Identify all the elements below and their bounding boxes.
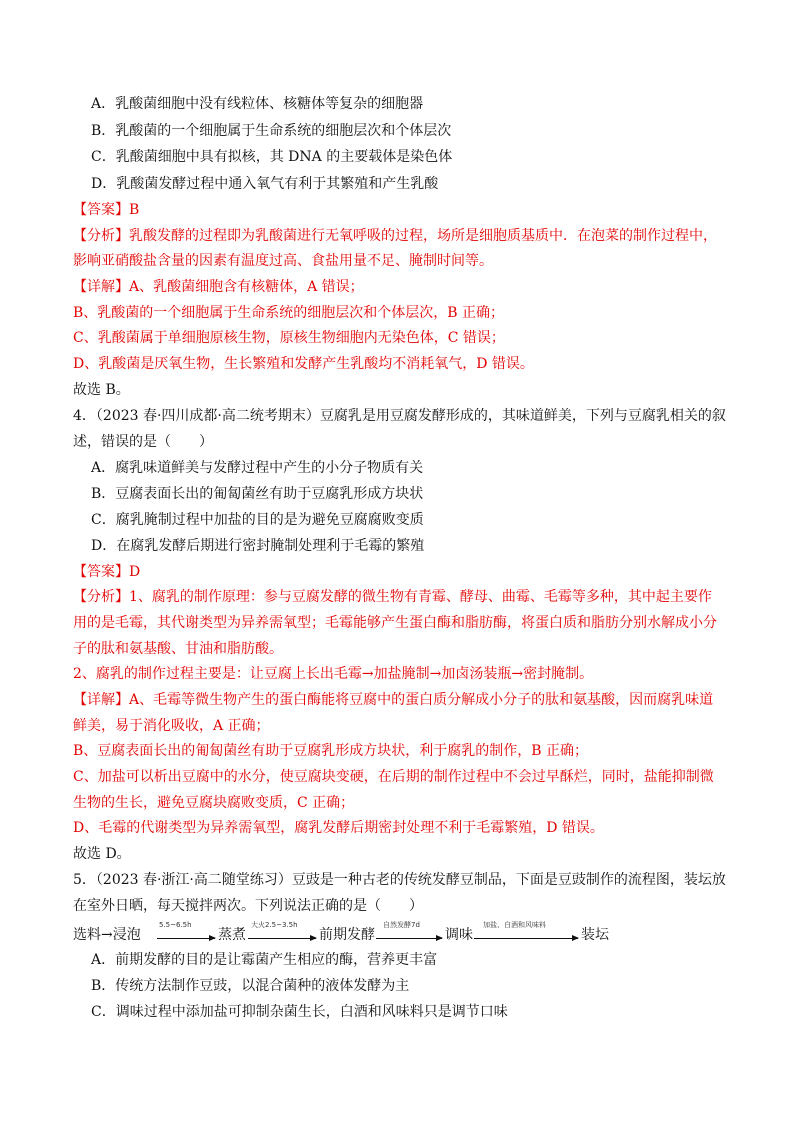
q4-analysis-line-2: 用的是毛霉，其代谢类型为异养需氧型；毛霉能够产生蛋白酶和脂肪酶，将蛋白质和脂肪分别水解成小分 (73, 615, 717, 631)
q4-stem-line-1: 4．（2023 春·四川成都·高二统考期末）豆腐乳是用豆腐发酵形成的，其味道鲜美，下列与豆腐乳相关的叙 (73, 408, 726, 424)
q3-conclusion: 故选 B。 (73, 382, 130, 398)
q4-analysis-line-4: 2、腐乳的制作过程主要是：让豆腐上长出毛霉→加盐腌制→加卤汤装瓶→密封腌制。 (73, 666, 594, 682)
q4-answer (73, 562, 733, 582)
q4-option-a: A．腐乳味道鲜美与发酵过程中产生的小分子物质有关 (91, 460, 424, 476)
q3-answer (73, 200, 733, 220)
answer-tag: 【答案】 (73, 202, 129, 218)
q3-detail-line-1 (73, 277, 733, 297)
q4-analysis-line-3: 子的肽和氨基酸、甘油和脂肪酸。 (73, 641, 283, 657)
flow-arrow-1 (157, 938, 215, 939)
q4-analysis-line-1 (73, 587, 733, 607)
q4-stem-line-2: 述，错误的是（ ） (73, 434, 213, 450)
flow-step-select-soak: 选料→浸泡 (73, 927, 141, 943)
flow-step-pre-fermentation: 前期发酵 (319, 927, 375, 943)
q3-option-b: B．乳酸菌的一个细胞属于生命系统的细胞层次和个体层次 (91, 123, 452, 139)
q4-option-b: B．豆腐表面长出的匍匐菌丝有助于豆腐乳形成方块状 (91, 486, 424, 502)
q3-detail-line-2: B、乳酸菌的一个细胞属于生命系统的细胞层次和个体层次，B 正确； (73, 305, 505, 321)
q3-analysis-line-2: 影响亚硝酸盐含量的因素有温度过高、食盐用量不足、腌制时间等。 (73, 253, 493, 269)
q4-detail-line-4: C、加盐可以析出豆腐中的水分，使豆腐块变硬，在后期的制作过程中不会过早酥烂，同时，盐能抑制微 (73, 769, 714, 785)
q4-detail-line-1 (73, 690, 733, 710)
q4-option-c: C．腐乳腌制过程中加盐的目的是为避免豆腐腐败变质 (91, 512, 424, 528)
q3-analysis-line-1 (73, 226, 733, 246)
q5-option-c: C．调味过程中添加盐可抑制杂菌生长，白酒和风味料只是调节口味 (91, 1004, 508, 1020)
q4-detail-line-3: B、豆腐表面长出的匍匐菌丝有助于豆腐乳形成方块状，利于腐乳的制作，B 正确； (73, 743, 589, 759)
flow-arrow-3-label: 自然发酵7d (383, 921, 420, 929)
analysis-text: 1、腐乳的制作原理：参与豆腐发酵的微生物有青霉、酵母、曲霉、毛霉等多种，其中起主要作 (129, 589, 712, 605)
q5-option-a: A．前期发酵的目的是让霉菌产生相应的酶，营养更丰富 (91, 952, 438, 968)
flow-arrow-1-label: 5.5~6.5h (159, 921, 192, 929)
analysis-tag: 【分析】 (73, 228, 129, 244)
answer-tag: 【答案】 (73, 564, 129, 580)
detail-text: A、毛霉等微生物产生的蛋白酶能将豆腐中的蛋白质分解成小分子的肽和氨基酸，因而腐乳味道 (129, 692, 714, 708)
flow-step-jar: 装坛 (581, 927, 609, 943)
flow-arrow-2-label: 大火2.5~3.5h (251, 921, 298, 929)
q5-stem-line-1: 5．（2023 春·浙江·高二随堂练习）豆豉是一种古老的传统发酵豆制品，下面是豆豉制作的流程图，装坛放 (73, 872, 726, 888)
q3-option-c: C．乳酸菌细胞中具有拟核，其 DNA 的主要载体是染色体 (91, 149, 453, 165)
q3-option-a: A．乳酸菌细胞中没有线粒体、核糖体等复杂的细胞器 (91, 96, 424, 112)
detail-text: A、乳酸菌细胞含有核糖体，A 错误； (129, 279, 364, 295)
analysis-tag: 【分析】 (73, 589, 129, 605)
q4-detail-line-2: 鲜美，易于消化吸收，A 正确； (73, 718, 270, 734)
flow-arrow-3 (376, 938, 442, 939)
flow-arrow-4-label: 加盐、白酒和风味料 (483, 921, 546, 929)
analysis-text: 乳酸发酵的过程即为乳酸菌进行无氧呼吸的过程，场所是细胞质基质中．在泡菜的制作过程中， (129, 228, 717, 244)
q4-detail-line-6: D、毛霉的代谢类型为异养需氧型，腐乳发酵后期密封处理不利于毛霉繁殖，D 错误。 (73, 820, 604, 836)
q4-conclusion: 故选 D。 (73, 846, 131, 862)
q3-detail-line-4: D、乳酸菌是厌氧生物，生长繁殖和发酵产生乳酸均不消耗氧气，D 错误。 (73, 356, 534, 372)
flow-step-seasoning: 调味 (445, 927, 473, 943)
detail-tag: 【详解】 (73, 692, 129, 708)
detail-tag: 【详解】 (73, 279, 129, 295)
q3-detail-line-3: C、乳酸菌属于单细胞原核生物，原核生物细胞内无染色体，C 错误； (73, 330, 505, 346)
q5-stem-line-2: 在室外日晒，每天搅拌两次。下列说法正确的是（ ） (73, 898, 423, 914)
flow-step-steam: 蒸煮 (218, 927, 246, 943)
answer-value: B (129, 202, 140, 218)
q5-option-b: B．传统方法制作豆豉，以混合菌种的液体发酵为主 (91, 978, 410, 994)
doubanjiang-process-flowchart (73, 915, 733, 945)
q3-option-d: D．乳酸菌发酵过程中通入氧气有利于其繁殖和产生乳酸 (91, 176, 439, 192)
q4-option-d: D．在腐乳发酵后期进行密封腌制处理利于毛霉的繁殖 (91, 538, 425, 554)
flow-arrow-4 (474, 938, 578, 939)
answer-value: D (129, 564, 141, 580)
flow-arrow-2 (248, 938, 316, 939)
q4-detail-line-5: 生物的生长，避免豆腐块腐败变质，C 正确； (73, 795, 355, 811)
